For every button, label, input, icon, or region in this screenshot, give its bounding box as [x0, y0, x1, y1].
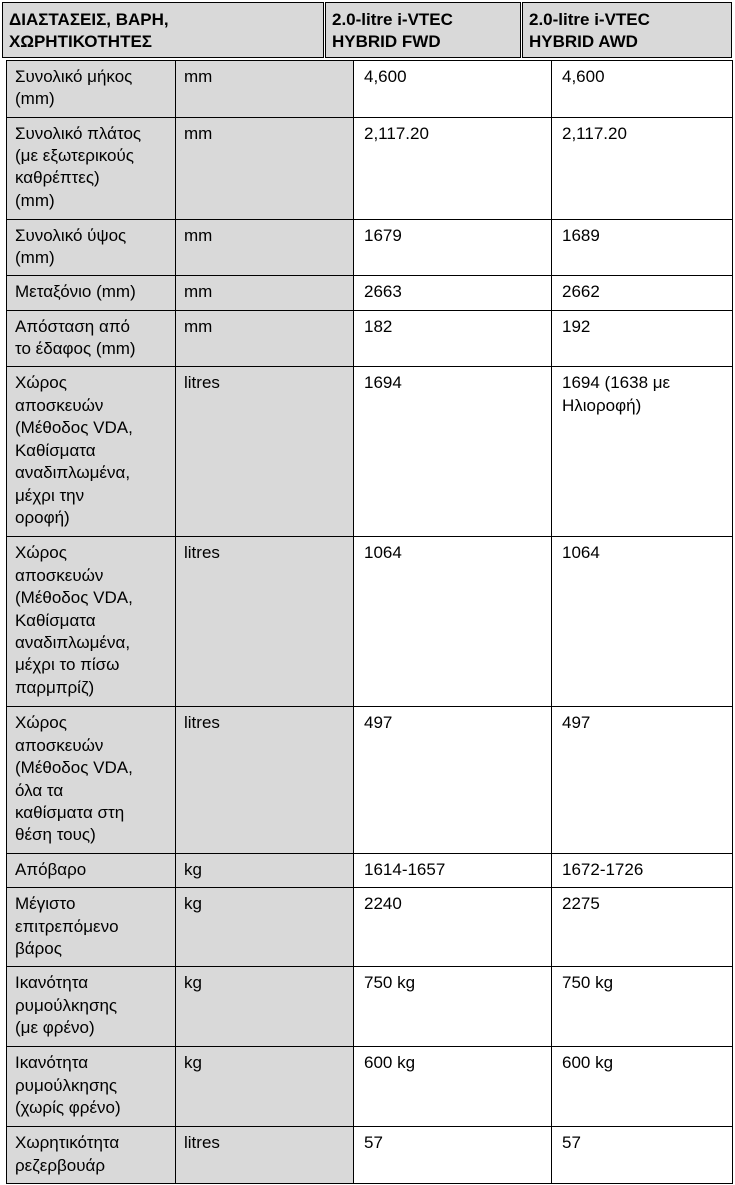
spec-label-cell-line: αποσκευών — [15, 395, 104, 415]
value-awd-cell — [552, 117, 733, 219]
value-awd-cell-line: 2275 — [562, 894, 600, 914]
value-fwd-cell-line: 750 kg — [364, 973, 416, 993]
spec-label-cell — [7, 367, 176, 537]
value-awd-cell — [552, 367, 733, 537]
table-row — [7, 1047, 733, 1127]
value-awd-cell-line: 1672-1726 — [562, 860, 644, 880]
spec-unit-cell: litres — [176, 1127, 354, 1184]
spec-label-cell-line: μέχρι το πίσω — [15, 655, 120, 675]
spec-label-cell-line: (χωρίς φρένο) — [15, 1098, 121, 1118]
value-fwd-cell — [354, 310, 552, 367]
table-row — [7, 310, 733, 367]
spec-label-cell-line: μέχρι την — [15, 485, 85, 505]
spec-label-cell-line: Απόσταση από — [15, 316, 130, 336]
spec-unit-cell: litres — [176, 707, 354, 854]
spec-label-cell — [7, 537, 176, 707]
spec-label-cell — [7, 888, 176, 967]
spec-label-cell-line: επιτρεπόμενο — [15, 916, 119, 936]
spec-label-cell — [7, 276, 176, 310]
spec-label-cell-line: αποσκευών — [15, 735, 104, 755]
value-fwd-cell-line: 2663 — [364, 282, 402, 302]
spec-label-cell-line: Μεταξόνιο (mm) — [15, 282, 136, 302]
value-awd-cell — [552, 854, 733, 888]
table-row — [7, 854, 733, 888]
table-row — [7, 967, 733, 1047]
value-fwd-cell — [354, 1127, 552, 1184]
value-fwd-cell-line: 2,117.20 — [364, 123, 429, 143]
spec-unit-cell: mm — [176, 117, 354, 219]
table-row — [7, 61, 733, 118]
value-fwd-cell-line: 57 — [364, 1133, 383, 1153]
value-awd-cell-line: 1064 — [562, 543, 600, 563]
spec-label-cell-line: (mm) — [15, 190, 55, 210]
spec-label-cell-line: (Μέθοδος VDA, — [15, 588, 133, 608]
spec-label-cell-line: Ικανότητα — [15, 973, 89, 993]
value-fwd-cell-line: 1064 — [364, 543, 402, 563]
value-awd-cell-line: 2662 — [562, 282, 600, 302]
column-header-fwd-line2: HYBRID FWD — [332, 32, 441, 51]
spec-label-cell — [7, 707, 176, 854]
value-awd-cell — [552, 707, 733, 854]
spec-label-cell-line: Χώρος — [15, 713, 67, 733]
value-fwd-cell — [354, 1047, 552, 1127]
value-awd-cell-line: 1694 (1638 με — [562, 373, 671, 393]
spec-label-cell — [7, 854, 176, 888]
value-fwd-cell-line: 1614-1657 — [364, 860, 446, 880]
spec-label-cell-line: Απόβαρο — [15, 860, 87, 880]
spec-label-cell-line: καθρέπτες) — [15, 168, 100, 188]
value-fwd-cell — [354, 967, 552, 1047]
spec-label-cell-line: (με φρένο) — [15, 1018, 95, 1038]
spec-label-cell-line: (με εξωτερικούς — [15, 146, 134, 166]
spec-label-cell-line: (Μέθοδος VDA, — [15, 418, 133, 438]
spec-label-cell — [7, 310, 176, 367]
spec-label-cell-line: Χώρος — [15, 373, 67, 393]
value-awd-cell — [552, 1047, 733, 1127]
table-row — [7, 219, 733, 276]
specifications-table-body — [7, 61, 733, 1184]
value-fwd-cell — [354, 888, 552, 967]
spec-label-cell-line: Συνολικό πλάτος — [15, 123, 142, 143]
value-awd-cell — [552, 61, 733, 118]
spec-label-cell — [7, 117, 176, 219]
spec-label-cell — [7, 1127, 176, 1184]
value-awd-cell — [552, 276, 733, 310]
spec-unit-cell: mm — [176, 276, 354, 310]
value-fwd-cell-line: 4,600 — [364, 67, 407, 86]
table-row — [7, 707, 733, 854]
table-row — [7, 537, 733, 707]
spec-label-cell-line: Καθίσματα — [15, 610, 96, 630]
value-awd-cell-line: 497 — [562, 713, 591, 733]
section-title-line1: ΔΙΑΣΤΑΣΕΙΣ, ΒΑΡΗ, — [9, 10, 169, 29]
spec-label-cell-line: παρμπρίζ) — [15, 677, 95, 697]
value-fwd-cell — [354, 707, 552, 854]
value-fwd-cell-line: 497 — [364, 713, 393, 733]
spec-label-cell-line: Συνολικό μήκος — [15, 67, 133, 86]
spec-label-cell — [7, 219, 176, 276]
spec-unit-cell: kg — [176, 967, 354, 1047]
value-awd-cell-line: 57 — [562, 1133, 581, 1153]
spec-label-cell-line: αναδιπλωμένα, — [15, 463, 131, 483]
spec-label-cell-line: (Μέθοδος VDA, — [15, 758, 133, 778]
value-fwd-cell — [354, 117, 552, 219]
spec-label-cell-line: Ικανότητα — [15, 1053, 89, 1073]
value-awd-cell-line: 192 — [562, 316, 591, 336]
spec-label-cell-line: θέση τους) — [15, 825, 96, 845]
spec-label-cell-line: ρεζερβουάρ — [15, 1155, 106, 1175]
spec-label-cell-line: (mm) — [15, 89, 55, 109]
spec-label-cell — [7, 967, 176, 1047]
value-awd-cell-line: 1689 — [562, 225, 600, 245]
column-header-awd-line1: 2.0-litre i-VTEC — [529, 10, 650, 29]
spec-label-cell-line: καθίσματα στη — [15, 803, 125, 823]
value-awd-cell — [552, 310, 733, 367]
spec-label-cell-line: Χώρος — [15, 543, 67, 563]
value-fwd-cell — [354, 61, 552, 118]
value-fwd-cell — [354, 854, 552, 888]
spec-label-cell-line: αναδιπλωμένα, — [15, 633, 131, 653]
spec-unit-cell: kg — [176, 1047, 354, 1127]
spec-label-cell-line: οροφή) — [15, 507, 70, 527]
column-header-fwd-line1: 2.0-litre i-VTEC — [332, 10, 453, 29]
value-awd-cell — [552, 888, 733, 967]
specifications-table — [6, 60, 733, 1184]
table-row — [7, 117, 733, 219]
spec-unit-cell: kg — [176, 854, 354, 888]
spec-label-cell-line: Χωρητικότητα — [15, 1133, 120, 1153]
value-awd-cell — [552, 967, 733, 1047]
value-fwd-cell — [354, 367, 552, 537]
value-awd-cell — [552, 219, 733, 276]
value-awd-cell-line: Ηλιοροφή) — [562, 395, 642, 415]
column-header-awd-line2: HYBRID AWD — [529, 32, 638, 51]
spec-label-cell — [7, 61, 176, 118]
spec-label-cell-line: βάρος — [15, 939, 62, 959]
value-fwd-cell-line: 2240 — [364, 894, 402, 914]
spec-label-cell-line: ρυμούλκησης — [15, 1075, 118, 1095]
spec-label-cell-line: (mm) — [15, 248, 55, 268]
spec-label-cell-line: όλα τα — [15, 780, 64, 800]
section-title-cell — [2, 2, 324, 58]
value-awd-cell-line: 2,117.20 — [562, 123, 627, 143]
value-fwd-cell-line: 1694 — [364, 373, 402, 393]
spec-label-cell-line: το έδαφος (mm) — [15, 339, 136, 359]
value-fwd-cell-line: 600 kg — [364, 1053, 416, 1073]
spec-label-cell-line: Μέγιστο — [15, 894, 76, 914]
spec-unit-cell: mm — [176, 219, 354, 276]
spec-unit-cell: mm — [176, 61, 354, 118]
table-row — [7, 888, 733, 967]
value-fwd-cell-line: 1679 — [364, 225, 402, 245]
spec-unit-cell: kg — [176, 888, 354, 967]
spec-label-cell-line: ρυμούλκησης — [15, 995, 118, 1015]
spec-label-cell-line: Καθίσματα — [15, 440, 96, 460]
spec-unit-cell: mm — [176, 310, 354, 367]
value-awd-cell — [552, 537, 733, 707]
table-row — [7, 1127, 733, 1184]
spec-label-cell — [7, 1047, 176, 1127]
spec-unit-cell: litres — [176, 367, 354, 537]
spec-label-cell-line: Συνολικό ύψος — [15, 225, 127, 245]
column-header-awd — [522, 2, 732, 58]
value-awd-cell — [552, 1127, 733, 1184]
value-awd-cell-line: 750 kg — [562, 973, 614, 993]
value-fwd-cell — [354, 537, 552, 707]
table-row — [7, 367, 733, 537]
column-header-fwd — [325, 2, 521, 58]
value-awd-cell-line: 4,600 — [562, 67, 605, 86]
value-fwd-cell — [354, 219, 552, 276]
table-row — [7, 276, 733, 310]
section-title-line2: ΧΩΡΗΤΙΚΟΤΗΤΕΣ — [9, 32, 152, 51]
spec-label-cell-line: αποσκευών — [15, 565, 104, 585]
value-fwd-cell — [354, 276, 552, 310]
value-awd-cell-line: 600 kg — [562, 1053, 614, 1073]
value-fwd-cell-line: 182 — [364, 316, 393, 336]
spec-unit-cell: litres — [176, 537, 354, 707]
